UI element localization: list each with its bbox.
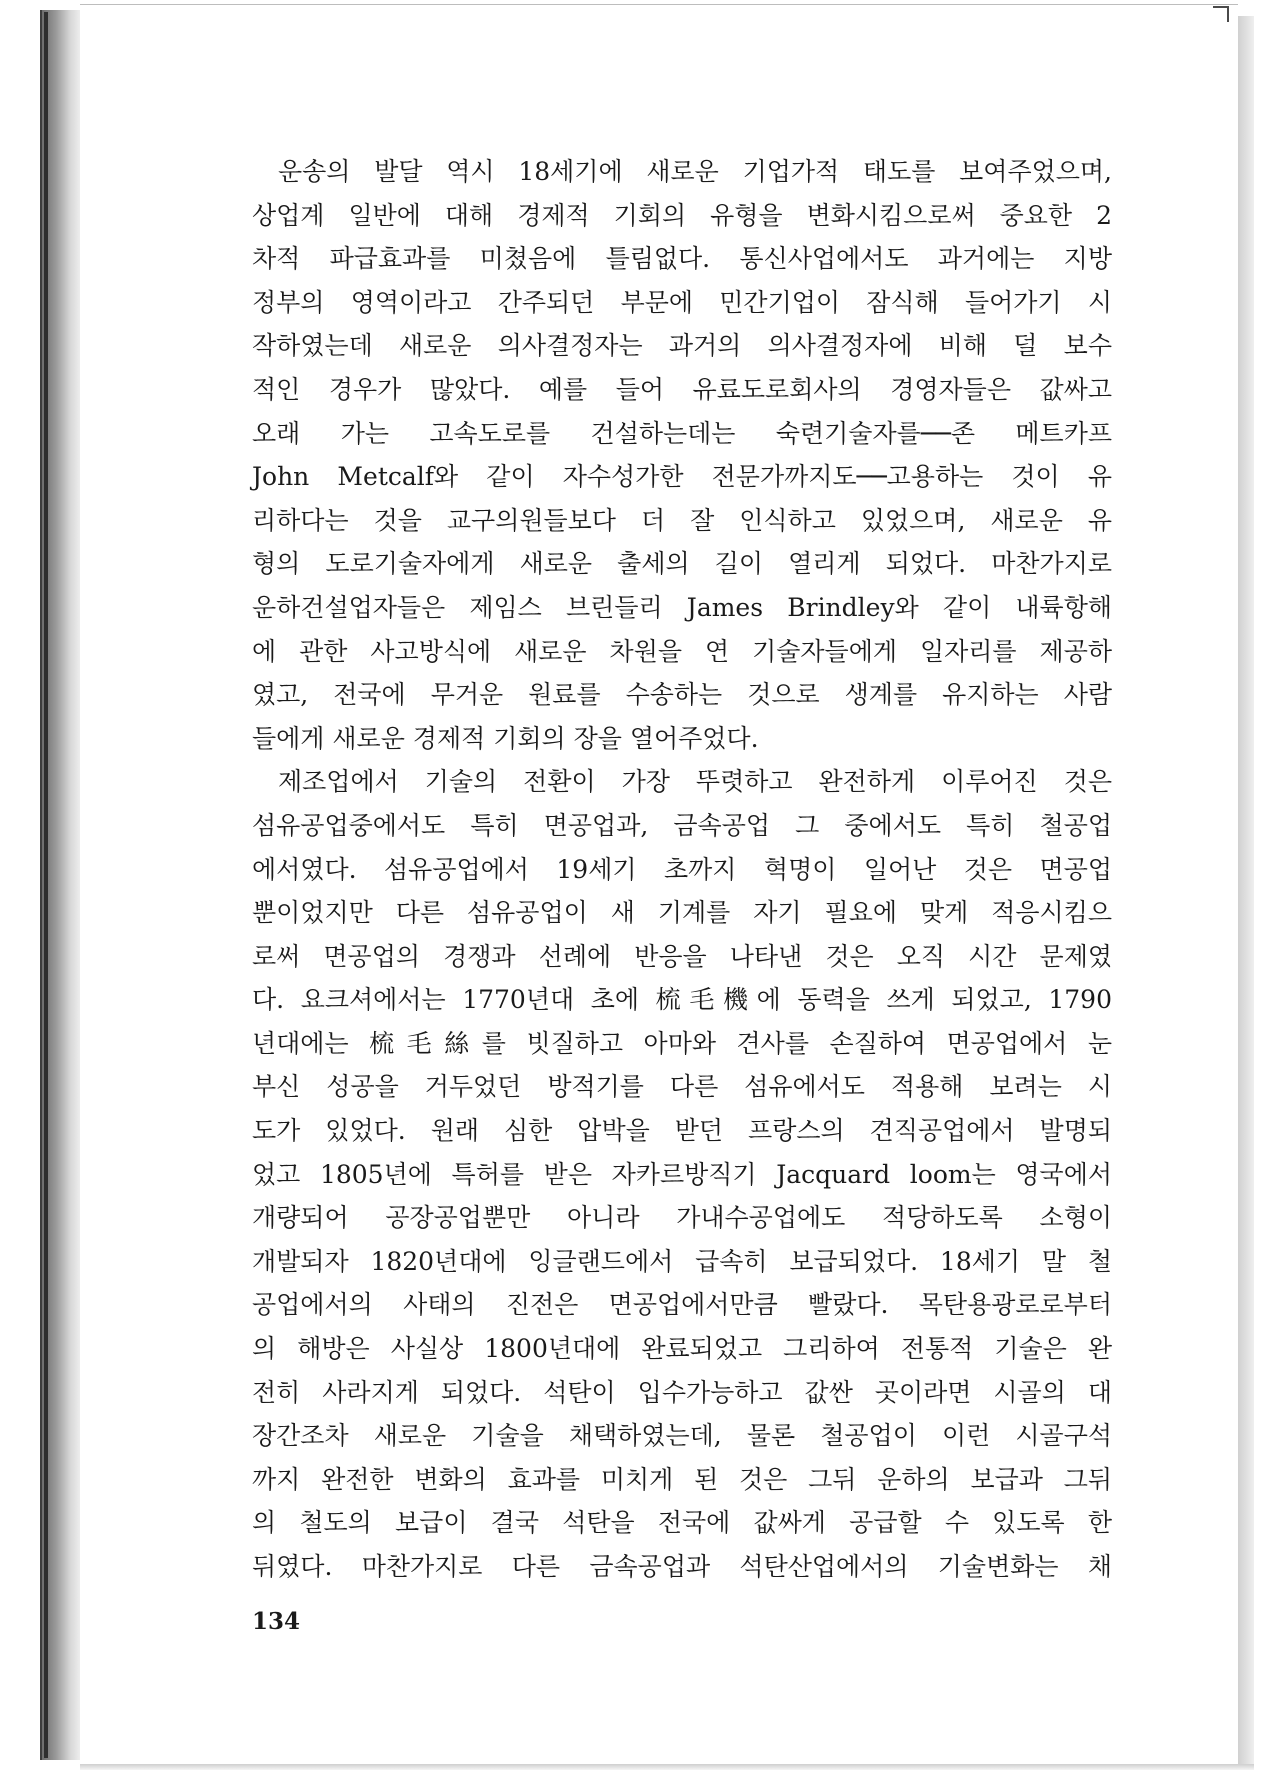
text-line: 다. 요크셔에서는 1770년대 초에 梳毛機에 동력을 쓰게 되었고, 1790 bbox=[252, 985, 1112, 1015]
text-line: 개발되자 1820년대에 잉글랜드에서 급속히 보급되었다. 18세기 말 철 bbox=[252, 1246, 1112, 1276]
text-line: 운하건설업자들은 제임스 브린들리 James Brindley와 같이 내륙항해 bbox=[252, 592, 1112, 622]
text-line: 었고 1805년에 특허를 받은 자카르방직기 Jacquard loom는 영국에서 bbox=[252, 1159, 1112, 1189]
text-line: 였고, 전국에 무거운 원료를 수송하는 것으로 생계를 유지하는 사람 bbox=[252, 680, 1112, 710]
text-line: 로써 면공업의 경쟁과 선례에 반응을 나타낸 것은 오직 시간 문제였 bbox=[252, 941, 1112, 971]
text-line: 의 철도의 보급이 결국 석탄을 전국에 값싸게 공급할 수 있도록 한 bbox=[252, 1508, 1112, 1538]
text-line: 운송의 발달 역시 18세기에 새로운 기업가적 태도를 보여주었으며, bbox=[278, 157, 1112, 186]
text-line: 상업계 일반에 대해 경제적 기회의 유형을 변화시킴으로써 중요한 2 bbox=[252, 200, 1112, 230]
text-line: 뒤였다. 마찬가지로 다른 금속공업과 석탄산업에서의 기술변화는 채 bbox=[252, 1552, 1112, 1581]
text-line: 장간조차 새로운 기술을 채택하였는데, 물론 철공업이 이런 시골구석 bbox=[252, 1421, 1112, 1451]
text-line: 제조업에서 기술의 전환이 가장 뚜렷하고 완전하게 이루어진 것은 bbox=[278, 767, 1112, 797]
text-line: 부신 성공을 거두었던 방적기를 다른 섬유에서도 적용해 보려는 시 bbox=[252, 1072, 1112, 1102]
text-line: 공업에서의 사태의 진전은 면공업에서만큼 빨랐다. 목탄용광로로부터 bbox=[252, 1290, 1112, 1320]
text-line: John Metcalf와 같이 자수성가한 전문가까지도──고용하는 것이 유 bbox=[252, 462, 1112, 492]
text-line: 까지 완전한 변화의 효과를 미치게 된 것은 그뒤 운하의 보급과 그뒤 bbox=[252, 1464, 1112, 1494]
text-line: 섬유공업중에서도 특히 면공업과, 금속공업 그 중에서도 특히 철공업 bbox=[252, 810, 1112, 840]
text-line: 년대에는 梳毛絲를 빗질하고 아마와 견사를 손질하여 면공업에서 눈 bbox=[252, 1028, 1112, 1058]
text-line: 차적 파급효과를 미쳤음에 틀림없다. 통신사업에서도 과거에는 지방 bbox=[252, 244, 1112, 274]
text-line: 형의 도로기술자에게 새로운 출세의 길이 열리게 되었다. 마찬가지로 bbox=[252, 549, 1112, 579]
text-line: 개량되어 공장공업뿐만 아니라 가내수공업에도 적당하도록 소형이 bbox=[252, 1203, 1112, 1233]
text-line: 작하였는데 새로운 의사결정자는 과거의 의사결정자에 비해 덜 보수 bbox=[252, 331, 1112, 361]
page-number: 134 bbox=[252, 1608, 301, 1635]
text-line: 도가 있었다. 원래 심한 압박을 받던 프랑스의 견직공업에서 발명되 bbox=[252, 1116, 1112, 1146]
page-bottom-shadow bbox=[80, 1764, 1254, 1770]
text-line: 에서였다. 섬유공업에서 19세기 초까지 혁명이 일어난 것은 면공업 bbox=[252, 854, 1112, 884]
text-line: 의 해방은 사실상 1800년대에 완료되었고 그리하여 전통적 기술은 완 bbox=[252, 1334, 1112, 1364]
corner-mark bbox=[1213, 6, 1229, 22]
text-line: 정부의 영역이라고 간주되던 부문에 민간기업이 잠식해 들어가기 시 bbox=[252, 287, 1112, 317]
text-line: 들에게 새로운 경제적 기회의 장을 열어주었다. bbox=[252, 723, 759, 753]
body-text bbox=[252, 150, 1112, 1589]
text-line: 뿐이었지만 다른 섬유공업이 새 기계를 자기 필요에 맞게 적응시킴으 bbox=[252, 898, 1112, 928]
text-line: 리하다는 것을 교구의원들보다 더 잘 인식하고 있었으며, 새로운 유 bbox=[252, 505, 1112, 535]
page-right-shadow bbox=[1238, 16, 1254, 1768]
text-line: 오래 가는 고속도로를 건설하는데는 숙련기술자를──존 메트카프 bbox=[252, 418, 1112, 448]
page-left-edge bbox=[44, 12, 48, 1758]
text-line: 전히 사라지게 되었다. 석탄이 입수가능하고 값싼 곳이라면 시골의 대 bbox=[252, 1377, 1112, 1407]
text-line: 에 관한 사고방식에 새로운 차원을 연 기술자들에게 일자리를 제공하 bbox=[252, 636, 1112, 666]
text-line: 적인 경우가 많았다. 예를 들어 유료도로회사의 경영자들은 값싸고 bbox=[252, 374, 1112, 404]
